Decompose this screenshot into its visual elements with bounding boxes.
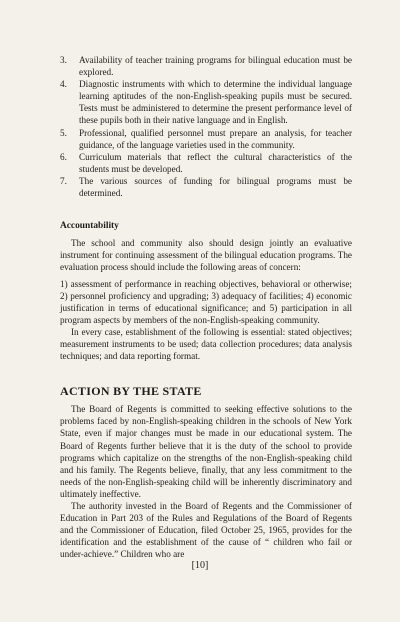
list-item-text: Diagnostic instruments with which to determine the individual language learning aptitudes of the non-English-speaking pupils must be secured. Tests must be administered to determine the present performance level of these pupils both in their native language and in English. [79,79,352,126]
list-item [60,78,352,126]
list-item [60,151,352,175]
accountability-intro: The school and community also should design jointly an evaluative instrument for continuing assessment of the bilingual education programs. The evaluation process should include the following areas of concern: [60,238,352,273]
list-item-number: 6. [60,151,67,162]
list-item [60,175,352,199]
action-paragraph-1: The Board of Regents is committed to seeking effective solutions to the problems faced by non-English-speaking children in the schools of New York State, even if major changes must be made in our educational system. The Board of Regents further believe that it is the duty of the school to provide programs which capitalize on the strengths of the non-English-speaking child and his family. The Regents believe, finally, that any less commitment to the needs of the non-English-speaking child will be inherently discriminatory and ultimately ineffective. [60,404,352,499]
accountability-essential: In every case, establishment of the following is essential: stated objectives; measurement instruments to be used; data collection procedures; data analysis techniques; and data reporting format. [60,326,352,362]
list-item [60,54,352,78]
list-item-text: The various sources of funding for bilingual programs must be determined. [79,175,352,199]
page-content [60,54,352,560]
page-number: [10] [191,560,209,571]
list-item-text: Curriculum materials that reflect the cultural characteristics of the students must be developed. [79,151,352,174]
list-item-number: 7. [60,175,67,186]
action-by-state-heading: ACTION BY THE STATE [60,384,202,399]
list-item-number: 4. [60,79,67,90]
numbered-list [60,54,352,199]
accountability-heading: Accountability [60,221,119,232]
list-item-text: Availability of teacher training programs for bilingual education must be explored. [79,55,352,78]
list-item-number: 5. [60,127,67,138]
list-item-text: Professional, qualified personnel must prepare an analysis, for teacher guidance, of the language varieties used in the community. [79,127,352,150]
list-item-number: 3. [60,55,67,65]
list-item [60,127,352,151]
accountability-areas: 1) assessment of performance in reaching objectives, behavioral or otherwise; 2) personnel proficiency and upgrading; 3) adequacy of facilities; 4) economic justification in terms of educational significance; and 5) participation in all program aspects by members of the non-English-speaking community. [60,278,352,325]
action-paragraph-2: The authority invested in the Board of Regents and the Commissioner of Education in Part 203 of the Rules and Regulations of the Board of Regents and the Commissioner of Education, filed October 25, 1965, provides for the identification and the establishment of the cause of “ children who fail or under-achieve.” Children who are [60,501,352,560]
